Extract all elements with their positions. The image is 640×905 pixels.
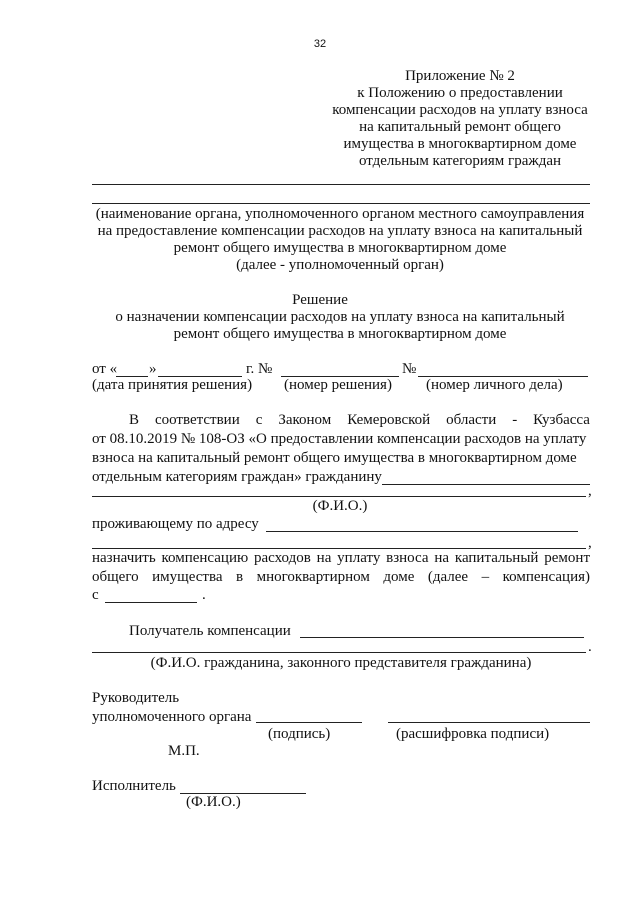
- head-organ: уполномоченного органа: [92, 709, 252, 725]
- decision-title: Решение: [292, 292, 348, 308]
- stamp-label: М.П.: [168, 743, 200, 759]
- address-field-line-2[interactable]: [92, 548, 586, 549]
- body-line: от 08.10.2019 № 108-ОЗ «О предоставлении компенсации расходов на уплату: [92, 431, 587, 447]
- body-word: с: [255, 412, 263, 428]
- assign-from-label: с: [92, 587, 99, 603]
- recipient-label: Получатель компенсации: [129, 623, 291, 639]
- recipient-field-line-2[interactable]: [92, 652, 586, 653]
- body-line: отдельным категориям граждан» гражданину: [92, 469, 382, 485]
- executor-caption: (Ф.И.О.): [186, 794, 241, 810]
- executor-label: Исполнитель: [92, 778, 176, 794]
- recipient-field-line[interactable]: [300, 637, 584, 638]
- citizen-name-field-line-2[interactable]: [92, 496, 586, 497]
- fio-caption: (Ф.И.О.): [312, 498, 368, 514]
- appendix-block: [300, 68, 620, 170]
- year-number-label: г. №: [246, 361, 273, 377]
- signature-field-line[interactable]: [256, 722, 362, 723]
- appendix-line: на капитальный ремонт общего: [359, 119, 561, 135]
- head-title: Руководитель: [92, 690, 180, 706]
- caption-decision-number: (номер решения): [284, 377, 392, 393]
- signature-decryption-field-line[interactable]: [388, 722, 590, 723]
- date-from-label: от «: [92, 361, 118, 377]
- decision-subtitle: [60, 309, 620, 343]
- caption-signature: (подпись): [268, 726, 331, 742]
- period: .: [202, 587, 206, 603]
- case-number-sign: №: [402, 361, 417, 377]
- body-line-justified: [129, 412, 590, 429]
- assign-line: общего имущества в многоквартирном доме (далее – компенсация): [92, 569, 590, 585]
- decision-subtitle-line: о назначении компенсации расходов на уплату взноса на капитальный: [115, 309, 565, 325]
- caption-case-number: (номер личного дела): [426, 377, 563, 393]
- date-quote-close: »: [149, 361, 157, 377]
- organ-caption-line: ремонт общего имущества в многоквартирном доме: [173, 240, 507, 256]
- appendix-line: к Положению о предоставлении: [357, 85, 563, 101]
- caption-date: (дата принятия решения): [92, 377, 253, 393]
- comma: ,: [588, 535, 592, 551]
- decision-subtitle-line: ремонт общего имущества в многоквартирном доме: [173, 326, 507, 342]
- organ-caption-line: (наименование органа, уполномоченного органом местного самоуправления: [95, 206, 585, 222]
- appendix-line: имущества в многоквартирном доме: [343, 136, 577, 152]
- appendix-line: компенсации расходов на уплату взноса: [332, 102, 588, 118]
- assign-line: назначить компенсацию расходов на уплату взноса на капитальный ремонт: [92, 550, 590, 566]
- organ-caption-line: (далее - уполномоченный орган): [236, 257, 444, 273]
- appendix-line: Приложение № 2: [405, 68, 515, 84]
- body-word: Кузбасса: [533, 412, 590, 428]
- caption-decryption: (расшифровка подписи): [396, 726, 550, 742]
- body-word: В: [129, 412, 140, 428]
- organ-name-field-line[interactable]: [92, 184, 590, 185]
- address-label: проживающему по адресу: [92, 516, 259, 532]
- body-line: взноса на капитальный ремонт общего имущества в многоквартирном доме: [92, 450, 577, 466]
- start-date-field-line[interactable]: [105, 602, 197, 603]
- appendix-line: отдельным категориям граждан: [358, 153, 562, 169]
- comma: ,: [588, 483, 592, 499]
- recipient-caption: (Ф.И.О. гражданина, законного представителя гражданина): [150, 655, 532, 671]
- body-word: соответствии: [154, 412, 240, 428]
- body-word: Законом: [278, 412, 332, 428]
- body-word: -: [512, 412, 518, 428]
- address-field-line[interactable]: [266, 531, 578, 532]
- body-word: области: [446, 412, 497, 428]
- citizen-name-field-line[interactable]: [382, 484, 590, 485]
- page-number: 32: [313, 38, 327, 50]
- period: .: [588, 639, 592, 655]
- organ-caption-line: на предоставление компенсации расходов на уплату взноса на капитальный: [97, 223, 583, 239]
- organ-name-field-line[interactable]: [92, 203, 590, 204]
- body-word: Кемеровской: [347, 412, 431, 428]
- organ-caption: [80, 206, 600, 274]
